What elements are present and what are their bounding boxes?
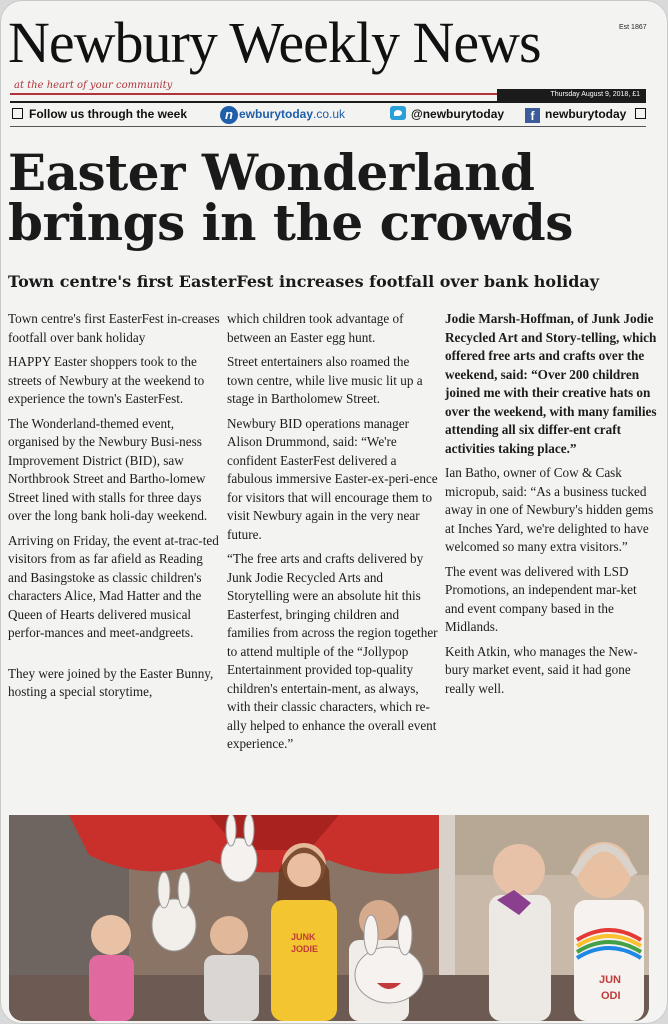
article-column-1 bbox=[8, 310, 220, 708]
paragraph: Town centre's first EasterFest in-creases footfall over bank holiday bbox=[8, 311, 220, 345]
shirt-text: ODI bbox=[601, 990, 621, 1002]
nav-top-rule bbox=[10, 101, 646, 103]
paragraph: The Wonderland-themed event, organised by the Newbury Busi-ness Improvement District (BID), saw Northbrook Street and Bartho-lomew Street lined with stalls for three days over the long bank holi-day weekend. bbox=[8, 415, 208, 523]
twitter-handle: @newburytoday bbox=[411, 107, 505, 121]
nav-bottom-rule bbox=[10, 126, 646, 127]
facebook-handle: newburytoday bbox=[545, 107, 627, 121]
established-note: Est 1867 bbox=[619, 24, 647, 31]
photo-illustration bbox=[9, 815, 649, 1021]
checkbox-icon bbox=[635, 108, 646, 119]
paragraph: Arriving on Friday, the event at-trac-ted visitors from as far afield as Reading and Basingstoke as classic children's characters Alice, Mad Hatter and the Queen of Hearts delivered musical perfor-mances and meet-andgreets. bbox=[8, 532, 219, 640]
headline bbox=[8, 143, 648, 252]
article-column-2 bbox=[227, 310, 439, 760]
headline-line-2: brings in the crowds bbox=[8, 193, 573, 252]
checkbox-icon bbox=[12, 108, 23, 119]
paragraph: They were joined by the Easter Bunny, hosting a special storytime, bbox=[8, 665, 214, 699]
quote-paragraph: Jodie Marsh-Hoffman, of Junk Jodie Recycled Art and Story-telling, which offered free arts and crafts over the weekend, said: “Over 200 children joined me with their creative hats on over the weekend, with many families attending all six differ-ent craft activities taking place.” bbox=[445, 311, 657, 456]
newburytoday-logo-icon: n bbox=[220, 106, 238, 124]
paragraph: Newbury BID operations manager Alison Drummond, said: “We're confident EasterFest delivered a fabulous immersive Easter-ex-peri-ence for visitors that will encourage them to visit Newbury again in the very near future. bbox=[227, 415, 438, 542]
paragraph: “The free arts and crafts delivered by Junk Jodie Recycled Arts and Storytelling were an absolute hit this Easterfest, bringing children and families from across the region together to attend multiple of the “Jollypop Entertainment provided top-quality children's entertain-ment, as always, with their classic characters, which re-ally helped to enhance the overall event experience.” bbox=[227, 551, 438, 751]
masthead-tagline: at the heart of your community bbox=[14, 80, 173, 91]
website-tld: .co.uk bbox=[313, 107, 346, 121]
website-link[interactable] bbox=[220, 104, 345, 124]
article-column-3 bbox=[445, 310, 657, 704]
facebook-link[interactable] bbox=[525, 104, 646, 124]
issue-date: Thursday August 9, 2018, £1 bbox=[497, 89, 646, 101]
paragraph: Street entertainers also roamed the town centre, while live music lit up a stage in Bartholomew Street. bbox=[227, 354, 423, 406]
shirt-text: JUN bbox=[599, 974, 622, 986]
paragraph: which children took advantage of between an Easter egg hunt. bbox=[227, 311, 404, 345]
paragraph: The event was delivered with LSD Promotions, an independent mar-ket and event company based in the Midlands. bbox=[445, 563, 637, 634]
standfirst: Town centre's first EasterFest increases footfall over bank holiday bbox=[8, 272, 600, 291]
facebook-icon: f bbox=[525, 108, 540, 123]
event-photo bbox=[9, 815, 649, 1021]
shirt-text: JODIE bbox=[291, 944, 319, 954]
masthead-title: Newbury Weekly News bbox=[8, 10, 541, 75]
twitter-link[interactable] bbox=[390, 104, 504, 124]
shirt-text: JUNK bbox=[291, 932, 316, 942]
twitter-icon bbox=[390, 106, 406, 120]
masthead bbox=[0, 0, 668, 130]
paragraph: Keith Atkin, who manages the New-bury market event, said it had gone really well. bbox=[445, 643, 638, 696]
paragraph: Ian Batho, owner of Cow & Cask micropub, said: “As a business tucked away in one of Newbury's hidden gems at Inches Yard, we're delighted to have welcomed so many extra visitors.” bbox=[445, 465, 654, 554]
headline-line-1: Easter Wonderland bbox=[8, 143, 535, 202]
paragraph: HAPPY Easter shoppers took to the streets of Newbury at the weekend to experience the town's EasterFest. bbox=[8, 354, 205, 406]
follow-label: Follow us through the week bbox=[29, 107, 188, 121]
tagline-rule bbox=[10, 93, 497, 95]
website-name: ewburytoday bbox=[239, 107, 314, 121]
follow-bar bbox=[10, 104, 650, 124]
follow-text bbox=[12, 104, 187, 124]
